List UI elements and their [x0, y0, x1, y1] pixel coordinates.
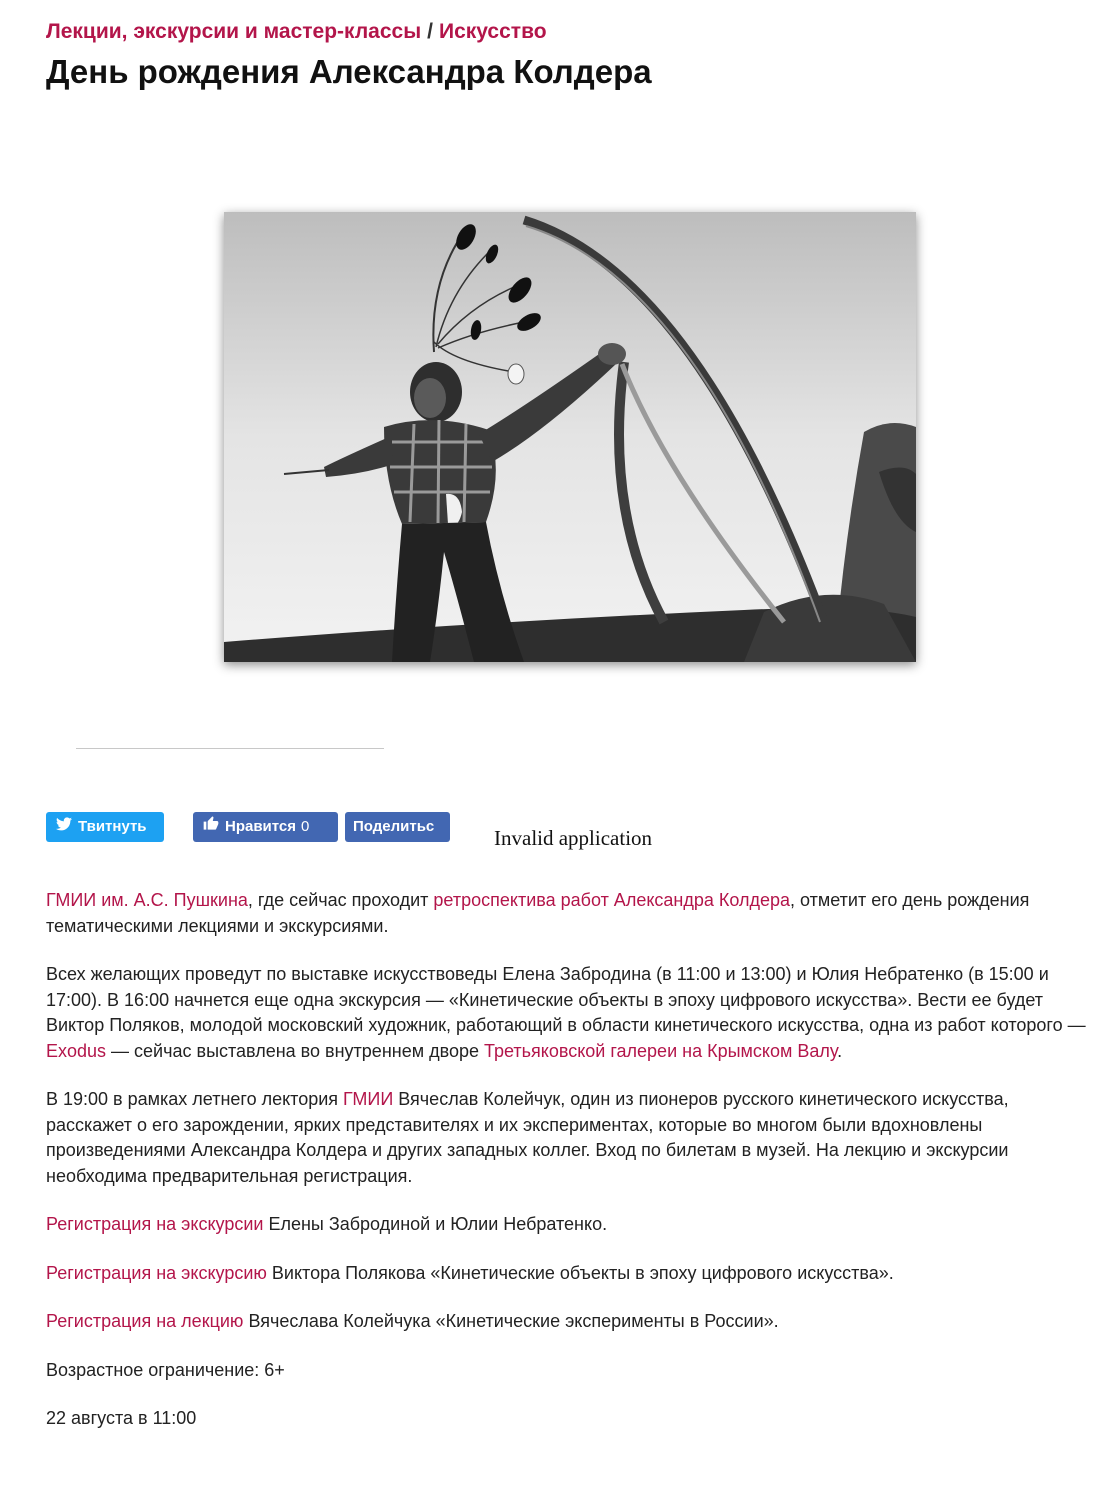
- paragraph-text: Виктора Полякова «Кинетические объекты в эпоху цифрового искусства».: [266, 1262, 894, 1283]
- pushkin-museum-link[interactable]: ГМИИ им. А.С. Пушкина: [46, 890, 248, 910]
- paragraph-text: , отметит его день рождения тематическими лекциями и экскурсиями.: [46, 890, 1030, 936]
- page-title: День рождения Александра Колдера: [46, 53, 652, 90]
- paragraph-lecture: [46, 1087, 1096, 1189]
- tweet-label: Твитнуть: [78, 818, 147, 835]
- breadcrumb: [46, 18, 547, 46]
- paragraph-text: — сейчас выставлена во внутреннем дворе: [106, 1040, 484, 1061]
- exodus-link[interactable]: Exodus: [46, 1040, 107, 1061]
- registration-tour-link[interactable]: Регистрация на экскурсию: [46, 1262, 267, 1283]
- tretyakov-gallery-link[interactable]: Третьяковской галереи на Крымском Валу: [483, 1040, 838, 1061]
- registration-lecture: [46, 1309, 1096, 1335]
- article-body: [46, 888, 1096, 1455]
- thumbs-up-icon: [203, 812, 219, 842]
- event-photo: [224, 212, 916, 662]
- registration-tours-link[interactable]: Регистрация на экскурсии: [46, 1214, 264, 1234]
- calder-retrospective-link[interactable]: ретроспектива работ Александра Колдера: [433, 890, 791, 910]
- like-label: Нравится: [225, 818, 297, 835]
- tweet-button[interactable]: [46, 812, 164, 842]
- gmii-link[interactable]: ГМИИ: [343, 1089, 394, 1109]
- share-button[interactable]: [345, 812, 450, 842]
- registration-lecture-link[interactable]: Регистрация на лекцию: [46, 1311, 244, 1331]
- share-label: Поделитьс: [353, 818, 435, 835]
- paragraph-text: .: [837, 1040, 843, 1061]
- paragraph-text: Вячеслав Колейчук, один из пионеров русского кинетического искусства, расскажет о его зарождении, ярких представителях и их экспериментах, которые во многом были вдохновлены произведениями Александра Колдера и других западных коллег. Вход по билетам в музей. На лекцию и экскурсии необходима предварительная регистрация.: [46, 1089, 1009, 1186]
- like-button[interactable]: [193, 812, 338, 842]
- twitter-bird-icon: [56, 812, 72, 842]
- paragraph-tours: [46, 962, 1096, 1064]
- age-restriction: Возрастное ограничение: 6+: [46, 1359, 285, 1380]
- breadcrumb-separator: /: [427, 20, 433, 43]
- breadcrumb-subcategory-link[interactable]: Искусство: [438, 20, 547, 43]
- paragraph-text: Вячеслава Колейчука «Кинетические эксперименты в России».: [243, 1311, 779, 1331]
- registration-tour-polyakov: [46, 1261, 1096, 1287]
- paragraph-text: В 19:00 в рамках летнего лектория: [46, 1089, 344, 1109]
- registration-tours: [46, 1212, 1096, 1238]
- paragraph-text: Всех желающих проведут по выставке искусствоведы Елена Забродина (в 11:00 и 13:00) и Юлия Небратенко (в 15:00 и 17:00). В 16:00 начнется еще одна экскурсия — «Кинетические объекты в эпоху цифрового искусства». Вести ее будет Виктор Поляков, молодой московский художник, работающий в области кинетического искусства, одна из работ которого —: [46, 964, 1086, 1035]
- divider: [76, 748, 384, 749]
- paragraph-text: Елены Забродиной и Юлии Небратенко.: [263, 1214, 608, 1234]
- breadcrumb-category-link[interactable]: Лекции, экскурсии и мастер-классы: [46, 20, 422, 43]
- paragraph-intro: [46, 888, 1096, 939]
- invalid-application-text: Invalid application: [494, 826, 653, 850]
- like-count: 0: [301, 818, 310, 835]
- event-date: 22 августа в 11:00: [46, 1408, 197, 1428]
- paragraph-text: , где сейчас проходит: [247, 890, 434, 910]
